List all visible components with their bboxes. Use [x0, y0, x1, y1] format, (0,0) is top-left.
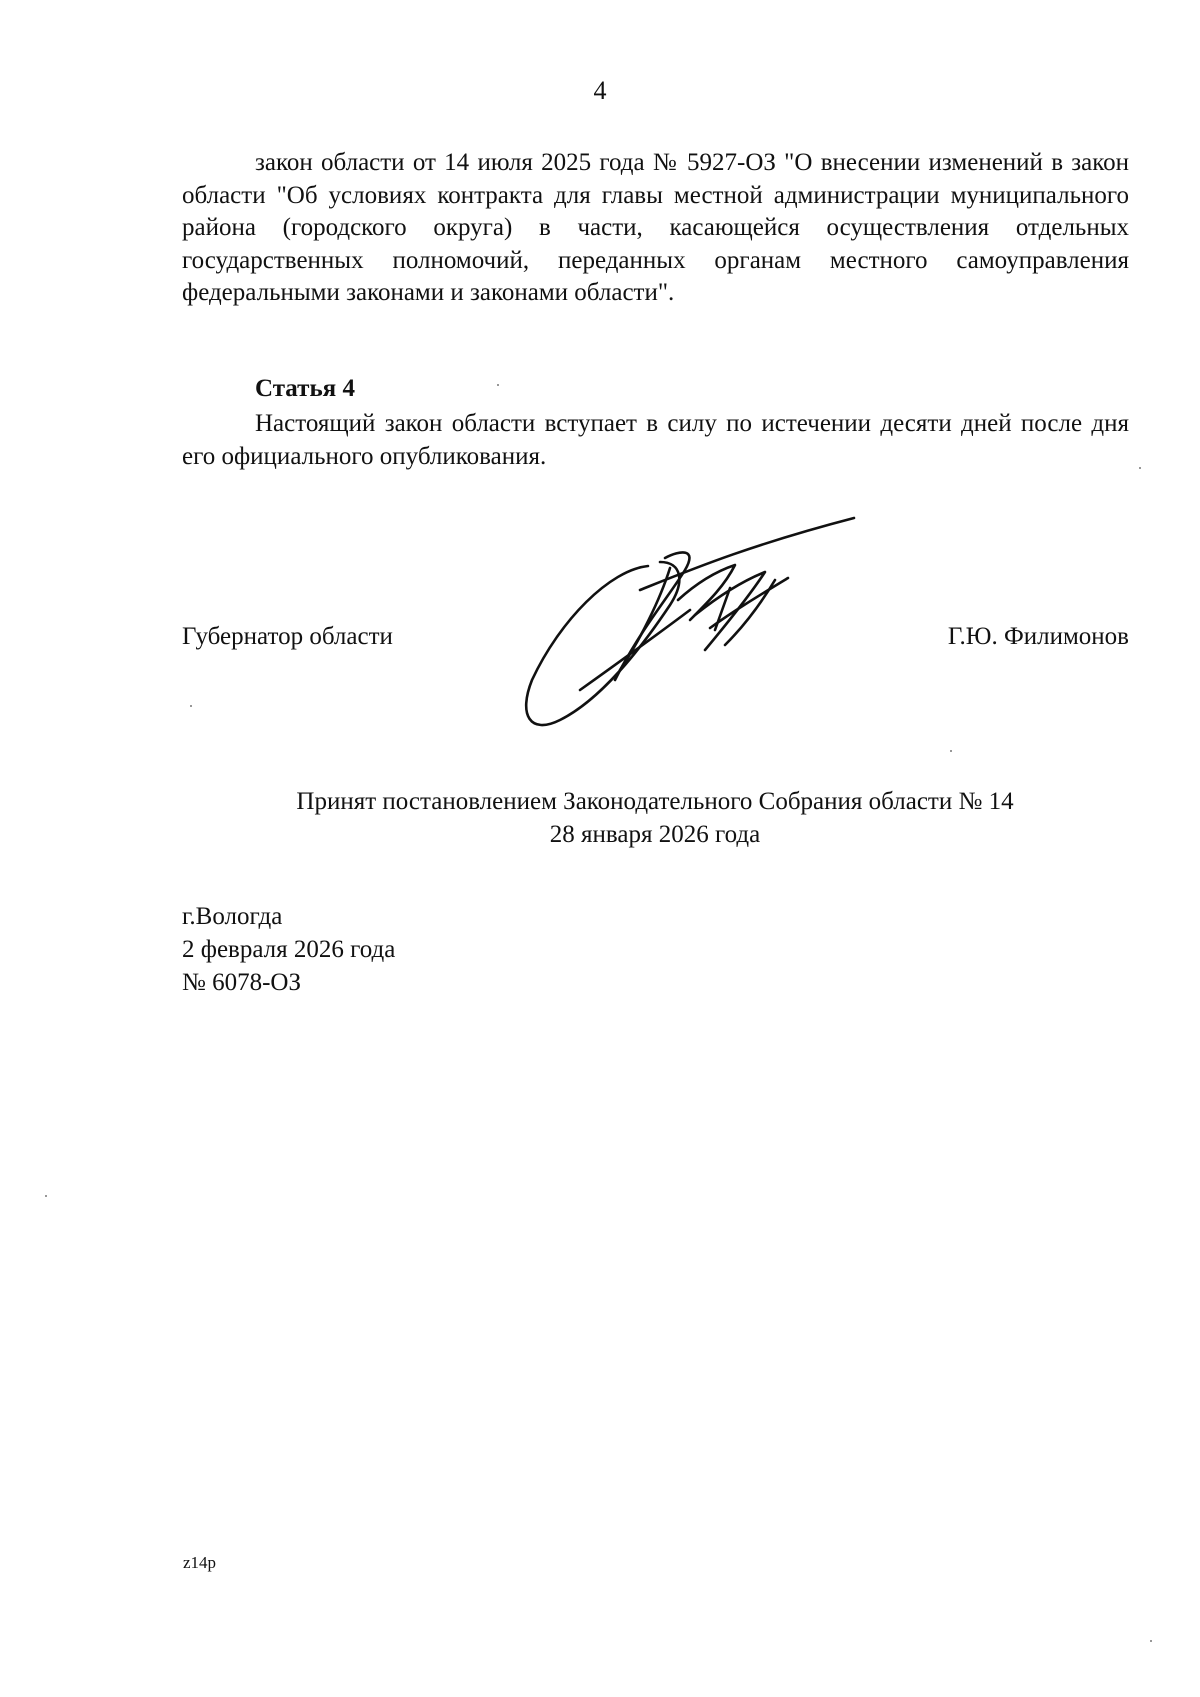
adoption-line-2: 28 января 2026 года — [549, 821, 761, 848]
governor-title: Губернатор области — [182, 623, 393, 650]
page-number: 4 — [593, 76, 607, 105]
place-date-block — [182, 900, 395, 999]
footer-code: z14p — [183, 1553, 217, 1572]
law-number: № 6078-ОЗ — [182, 969, 302, 996]
handwritten-signature — [520, 510, 860, 740]
article-4-text: Настоящий закон области вступает в силу по истечении десяти дней после дня его официального опубликования. — [182, 410, 1129, 470]
paragraph-law-amendment: закон области от 14 июля 2025 года № 5927-ОЗ "О внесении изменений в закон области "Об условиях контракта для главы местной администрации муниципального района (городского округа) в части, касающейся осуществления отдельных государственных полномочий, переданных органам местного самоуправления федеральными законами и законами области". — [182, 149, 1129, 306]
article-4-heading: Статья 4 — [255, 375, 355, 402]
scan-speck — [1139, 467, 1141, 469]
scan-speck — [950, 750, 952, 752]
scan-speck — [190, 705, 192, 707]
signing-date: 2 февраля 2026 года — [182, 936, 396, 963]
scan-speck — [1150, 1640, 1152, 1642]
scan-speck — [497, 384, 499, 386]
scan-speck — [45, 1195, 47, 1197]
adoption-note — [0, 785, 1200, 851]
adoption-line-1: Принят постановлением Законодательного Собрания области № 14 — [296, 788, 1014, 815]
governor-name: Г.Ю. Филимонов — [947, 623, 1129, 650]
city: г.Вологда — [182, 903, 283, 930]
